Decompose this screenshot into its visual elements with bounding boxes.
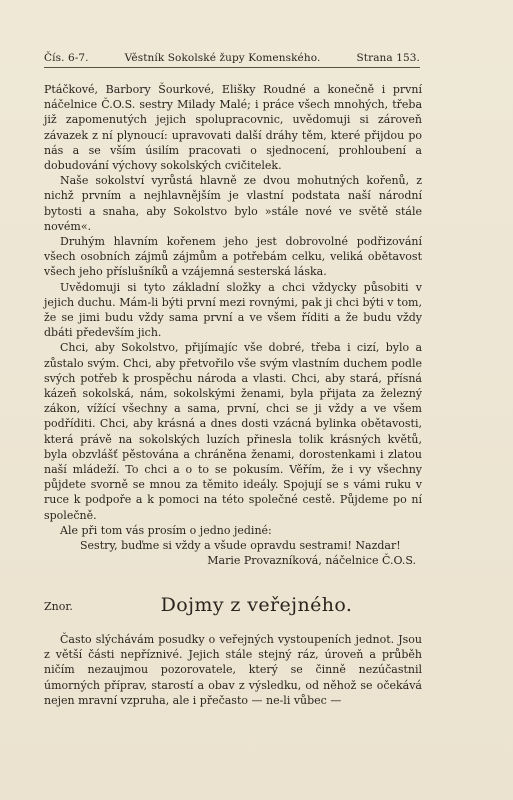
article-body [44,632,422,708]
paragraph: Druhým hlavním kořenem jeho jest dobrovolné podřizování všech osobních zájmů zájmům a potřebám celku, veliká obětavost všech jeho příslušníků a vzájemná sesterská láska. [44,235,422,279]
paragraph: Často slýchávám posudky o veřejných vystoupeních jednot. Jsou z větší části nepříznivé. Jejich stále stejný ráz, úroveň a průběh ničím nezaujmou pozorovatele, který se činně nezúčastnil úmorných příprav, starostí a obav z výsledku, od něhož se očekává nejen mravní vzpruha, ale i přečasto — ne-li vůbec — [44,633,422,707]
paragraph: Naše sokolství vyrůstá hlavně ze dvou mohutných kořenů, z nichž prvním a nejhlavnějším je vlastní podstata naší národní bytosti a snaha, aby Sokolstvo bylo »stále nové ve světě stále novém«. [44,174,422,233]
running-header [44,52,420,68]
issue-number: Čís. 6-7. [44,52,89,64]
paragraph: Ptáčkové, Barbory Šourkové, Elišky Roudné a konečně i první náčelnice Č.O.S. sestry Milady Malé; i práce všech mnohých, třeba již zapomenutých jejich spolupracovnic, uvědomuji si zároveň závazek z ní plynoucí: upravovati další dráhy těm, které přijdou po nás a se vším úsilím pracovati o sjednocení, prohloubení a dobudování výchovy sokolských cvičitelek. [44,83,422,173]
paragraph: Ale při tom vás prosím o jedno jediné: [60,523,272,537]
dateline: Znor. [44,600,73,613]
closing-line: Sestry, buďme si vždy a všude opravdu sestrami! Nazdar! [80,539,401,553]
page-number: Strana 153. [356,52,420,64]
paragraph: Chci, aby Sokolstvo, přijímajíc vše dobré, třeba i cizí, bylo a zůstalo svým. Chci, aby přetvořilo vše svým vlastním duchem podle svých potřeb k prospěchu národa a vlasti. Chci, aby stará, přísná kázeň sokolská, nám, sokolskými ženami, byla přijata za železný zákon, vížící všechny a sama, první, chci se ji vždy a ve všem podříditi. Chci, aby krásná a dnes dosti vzácná bylinka obětavosti, která právě na sokolských luzích přinesla tolik krásných květů, byla obzvlášť pěstována a chráněna ženami, dorostenkami i zlatou naší mládeží. To chci a o to se pokusím. Věřím, že i vy všechny půjdete svorně se mnou za těmito ideály. Spojují se s vámi ruku v ruce k podpoře a k pomoci na této společné cestě. Půjdeme po ní společně. [44,341,422,522]
article-title: Dojmy z veřejného. [160,594,353,616]
signature: Marie Provazníková, náčelnice Č.O.S. [207,554,416,568]
journal-title: Věstník Sokolské župy Komenského. [124,52,321,64]
paragraph: Uvědomuji si tyto základní složky a chci vždycky působiti v jejich duchu. Mám-li býti první mezi rovnými, pak ji chci býti v tom, že se jimi budu vždy sama první a ve všem říditi a že budu vždy dbáti především jich. [44,280,422,340]
letter-body [44,82,422,569]
